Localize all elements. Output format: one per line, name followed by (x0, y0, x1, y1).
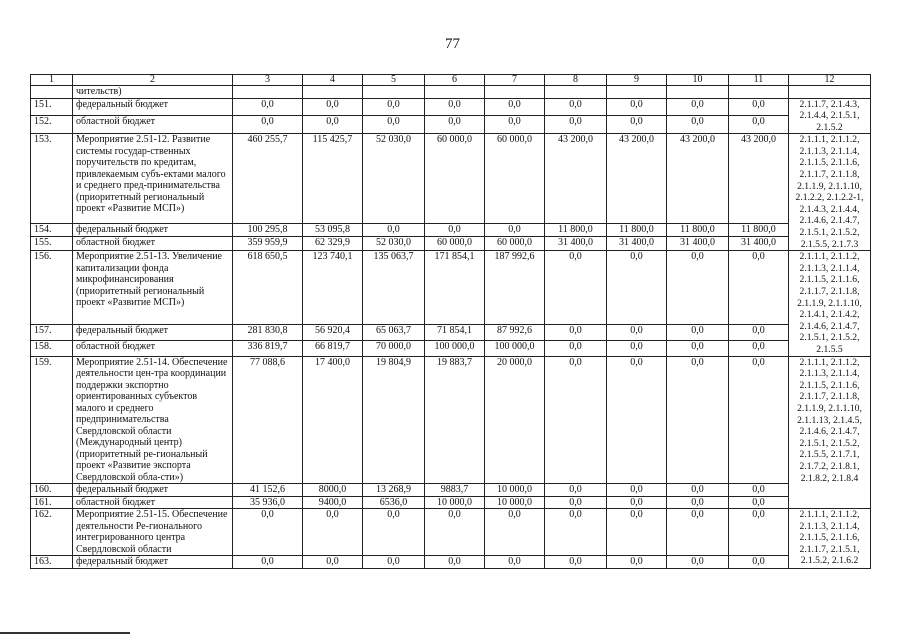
value-cell: 0,0 (729, 484, 789, 497)
row-description: чительств) (73, 86, 233, 99)
value-cell: 0,0 (363, 509, 425, 556)
header-cell: 11 (729, 75, 789, 86)
value-cell (485, 86, 545, 99)
value-cell: 0,0 (303, 98, 363, 116)
value-cell: 35 936,0 (233, 496, 303, 509)
row-number: 156. (31, 251, 73, 325)
table-row (31, 251, 871, 325)
value-cell: 62 329,9 (303, 237, 363, 251)
value-cell: 0,0 (729, 116, 789, 134)
table-row (31, 356, 871, 484)
header-cell: 5 (363, 75, 425, 86)
row-number: 154. (31, 223, 73, 237)
value-cell: 0,0 (667, 116, 729, 134)
table-row (31, 484, 871, 497)
value-cell: 0,0 (729, 251, 789, 325)
value-cell: 10 000,0 (425, 496, 485, 509)
value-cell: 31 400,0 (607, 237, 667, 251)
header-cell: 6 (425, 75, 485, 86)
header-cell: 3 (233, 75, 303, 86)
value-cell: 0,0 (303, 556, 363, 569)
value-cell: 9883,7 (425, 484, 485, 497)
value-cell: 0,0 (425, 223, 485, 237)
value-cell: 52 030,0 (363, 134, 425, 223)
value-cell: 0,0 (667, 251, 729, 325)
value-cell: 0,0 (485, 556, 545, 569)
value-cell: 0,0 (545, 325, 607, 341)
row-description: Мероприятие 2.51-12. Развитие системы государ-ственных поручительств по кредитам, привлекаемым субъ-ектами малого и среднего пред-принимательства (приоритетный региональный проект «Развитие МСП») (73, 134, 233, 223)
value-cell: 87 992,6 (485, 325, 545, 341)
row-description: Мероприятие 2.51-13. Увеличение капитализации фонда микрофинансирования (приоритетный региональный проект «Развитие МСП») (73, 251, 233, 325)
value-cell: 6536,0 (363, 496, 425, 509)
table-row (31, 340, 871, 356)
value-cell: 0,0 (485, 98, 545, 116)
value-cell: 0,0 (233, 116, 303, 134)
value-cell: 9400,0 (303, 496, 363, 509)
table-row (31, 496, 871, 509)
value-cell: 0,0 (607, 251, 667, 325)
value-cell: 71 854,1 (425, 325, 485, 341)
value-cell: 0,0 (485, 509, 545, 556)
value-cell: 281 830,8 (233, 325, 303, 341)
value-cell: 41 152,6 (233, 484, 303, 497)
value-cell: 19 804,9 (363, 356, 425, 484)
value-cell: 0,0 (607, 325, 667, 341)
value-cell: 0,0 (729, 556, 789, 569)
value-cell: 0,0 (729, 496, 789, 509)
value-cell: 187 992,6 (485, 251, 545, 325)
target-codes-cell: 2.1.1.7, 2.1.4.3, 2.1.4.4, 2.1.5.1, 2.1.5.2 (789, 98, 871, 134)
header-cell: 10 (667, 75, 729, 86)
header-cell: 2 (73, 75, 233, 86)
row-number: 153. (31, 134, 73, 223)
value-cell: 0,0 (545, 509, 607, 556)
value-cell: 10 000,0 (485, 496, 545, 509)
value-cell: 100 295,8 (233, 223, 303, 237)
value-cell: 0,0 (425, 98, 485, 116)
row-description: областной бюджет (73, 496, 233, 509)
value-cell: 171 854,1 (425, 251, 485, 325)
header-cell: 1 (31, 75, 73, 86)
value-cell: 31 400,0 (667, 237, 729, 251)
row-description: федеральный бюджет (73, 556, 233, 569)
value-cell (363, 86, 425, 99)
value-cell: 0,0 (233, 556, 303, 569)
value-cell: 43 200,0 (729, 134, 789, 223)
value-cell: 43 200,0 (607, 134, 667, 223)
value-cell: 0,0 (729, 356, 789, 484)
value-cell: 336 819,7 (233, 340, 303, 356)
value-cell: 135 063,7 (363, 251, 425, 325)
value-cell: 0,0 (729, 340, 789, 356)
row-number: 158. (31, 340, 73, 356)
value-cell: 17 400,0 (303, 356, 363, 484)
header-row (31, 75, 871, 86)
page-number: 77 (445, 36, 460, 52)
value-cell (303, 86, 363, 99)
value-cell: 0,0 (729, 509, 789, 556)
row-number (31, 86, 73, 99)
value-cell: 618 650,5 (233, 251, 303, 325)
value-cell: 0,0 (667, 509, 729, 556)
value-cell: 11 800,0 (545, 223, 607, 237)
value-cell: 0,0 (607, 98, 667, 116)
row-description: федеральный бюджет (73, 98, 233, 116)
value-cell: 115 425,7 (303, 134, 363, 223)
value-cell: 11 800,0 (729, 223, 789, 237)
value-cell: 0,0 (607, 509, 667, 556)
value-cell: 0,0 (485, 116, 545, 134)
value-cell: 11 800,0 (607, 223, 667, 237)
value-cell: 0,0 (607, 340, 667, 356)
value-cell: 43 200,0 (545, 134, 607, 223)
value-cell: 66 819,7 (303, 340, 363, 356)
value-cell: 31 400,0 (545, 237, 607, 251)
header-cell: 9 (607, 75, 667, 86)
header-cell: 8 (545, 75, 607, 86)
value-cell: 13 268,9 (363, 484, 425, 497)
value-cell: 0,0 (363, 116, 425, 134)
value-cell (667, 86, 729, 99)
value-cell: 0,0 (545, 356, 607, 484)
value-cell: 0,0 (667, 98, 729, 116)
row-number: 161. (31, 496, 73, 509)
target-codes-cell: 2.1.1.1, 2.1.1.2, 2.1.1.3, 2.1.1.4, 2.1.1.5, 2.1.1.6, 2.1.1.7, 2.1.1.8, 2.1.1.9, 2.1.1.10, 2.1.4.1, 2.1.4.2, 2.1.4.6, 2.1.4.7, 2.1.5.1, 2.1.5.2, 2.1.5.5 (789, 251, 871, 356)
footer-rule (0, 632, 130, 634)
budget-table (30, 74, 871, 569)
row-description: областной бюджет (73, 237, 233, 251)
row-description: федеральный бюджет (73, 325, 233, 341)
table-row (31, 223, 871, 237)
value-cell: 0,0 (425, 509, 485, 556)
value-cell: 0,0 (729, 325, 789, 341)
value-cell: 359 959,9 (233, 237, 303, 251)
value-cell: 0,0 (667, 340, 729, 356)
table-row (31, 325, 871, 341)
table-row (31, 556, 871, 569)
value-cell: 0,0 (233, 509, 303, 556)
value-cell: 0,0 (363, 98, 425, 116)
value-cell: 0,0 (545, 556, 607, 569)
value-cell: 0,0 (233, 98, 303, 116)
value-cell: 0,0 (607, 356, 667, 484)
value-cell: 0,0 (545, 98, 607, 116)
value-cell: 100 000,0 (485, 340, 545, 356)
table-row (31, 237, 871, 251)
header-cell: 7 (485, 75, 545, 86)
row-number: 151. (31, 98, 73, 116)
value-cell: 43 200,0 (667, 134, 729, 223)
value-cell: 10 000,0 (485, 484, 545, 497)
row-number: 162. (31, 509, 73, 556)
value-cell: 0,0 (303, 116, 363, 134)
row-description: Мероприятие 2.51-15. Обеспечение деятельности Ре-гионального интегрированного центра Свердловской области (73, 509, 233, 556)
table-row (31, 134, 871, 223)
value-cell: 0,0 (545, 340, 607, 356)
target-codes-cell: 2.1.1.1, 2.1.1.2, 2.1.1.3, 2.1.1.4, 2.1.1.5, 2.1.1.6, 2.1.1.7, 2.1.1.8, 2.1.1.9, 2.1.1.10, 2.1.2.2, 2.1.2.2-1, 2.1.4.3, 2.1.4.4, 2.1.4.6, 2.1.4.7, 2.1.5.1, 2.1.5.2, 2.1.5.5, 2.1.7.3 (789, 134, 871, 251)
value-cell: 0,0 (303, 509, 363, 556)
table-row (31, 98, 871, 116)
value-cell: 53 095,8 (303, 223, 363, 237)
value-cell: 60 000,0 (425, 134, 485, 223)
value-cell: 0,0 (363, 556, 425, 569)
value-cell (233, 86, 303, 99)
value-cell: 0,0 (667, 356, 729, 484)
value-cell: 0,0 (425, 116, 485, 134)
value-cell: 0,0 (607, 496, 667, 509)
row-number: 157. (31, 325, 73, 341)
value-cell: 56 920,4 (303, 325, 363, 341)
table-row (31, 116, 871, 134)
row-number: 155. (31, 237, 73, 251)
value-cell: 0,0 (607, 116, 667, 134)
value-cell: 0,0 (545, 496, 607, 509)
value-cell: 31 400,0 (729, 237, 789, 251)
value-cell: 77 088,6 (233, 356, 303, 484)
target-codes-cell: 2.1.1.1, 2.1.1.2, 2.1.1.3, 2.1.1.4, 2.1.1.5, 2.1.1.6, 2.1.1.7, 2.1.5.1, 2.1.5.2, 2.1.6.2 (789, 509, 871, 569)
value-cell: 70 000,0 (363, 340, 425, 356)
table-row (31, 86, 871, 99)
value-cell: 52 030,0 (363, 237, 425, 251)
value-cell: 60 000,0 (425, 237, 485, 251)
value-cell: 65 063,7 (363, 325, 425, 341)
value-cell: 0,0 (485, 223, 545, 237)
value-cell: 60 000,0 (485, 237, 545, 251)
row-description: федеральный бюджет (73, 223, 233, 237)
value-cell: 0,0 (607, 484, 667, 497)
value-cell: 0,0 (425, 556, 485, 569)
row-description: федеральный бюджет (73, 484, 233, 497)
value-cell: 8000,0 (303, 484, 363, 497)
value-cell: 0,0 (667, 496, 729, 509)
row-description: областной бюджет (73, 340, 233, 356)
row-number: 152. (31, 116, 73, 134)
table-row (31, 509, 871, 556)
value-cell: 0,0 (607, 556, 667, 569)
value-cell: 19 883,7 (425, 356, 485, 484)
target-codes-cell: 2.1.1.1, 2.1.1.2, 2.1.1.3, 2.1.1.4, 2.1.1.5, 2.1.1.6, 2.1.1.7, 2.1.1.8, 2.1.1.9, 2.1.1.10, 2.1.1.13, 2.1.4.5, 2.1.4.6, 2.1.4.7, 2.1.5.1, 2.1.5.2, 2.1.5.5, 2.1.7.1, 2.1.7.2, 2.1.8.1, 2.1.8.2, 2.1.8.4 (789, 356, 871, 509)
value-cell: 0,0 (545, 116, 607, 134)
value-cell (607, 86, 667, 99)
value-cell (729, 86, 789, 99)
header-cell: 12 (789, 75, 871, 86)
value-cell: 20 000,0 (485, 356, 545, 484)
value-cell: 0,0 (667, 325, 729, 341)
value-cell (425, 86, 485, 99)
value-cell: 0,0 (363, 223, 425, 237)
value-cell: 0,0 (545, 251, 607, 325)
value-cell: 11 800,0 (667, 223, 729, 237)
value-cell: 0,0 (545, 484, 607, 497)
row-number: 159. (31, 356, 73, 484)
value-cell (545, 86, 607, 99)
row-description: областной бюджет (73, 116, 233, 134)
value-cell: 123 740,1 (303, 251, 363, 325)
row-number: 163. (31, 556, 73, 569)
value-cell: 0,0 (729, 98, 789, 116)
row-number: 160. (31, 484, 73, 497)
value-cell: 100 000,0 (425, 340, 485, 356)
value-cell: 0,0 (667, 484, 729, 497)
value-cell: 0,0 (667, 556, 729, 569)
value-cell: 60 000,0 (485, 134, 545, 223)
header-cell: 4 (303, 75, 363, 86)
row-description: Мероприятие 2.51-14. Обеспечение деятельности цен-тра координации поддержки экспортно ориентированных субъектов малого и среднего предпринимательства Свердловской области (Международный центр) (приоритетный ре-гиональный проект «Развитие экспорта Свердловской обла-сти») (73, 356, 233, 484)
target-codes-cell (789, 86, 871, 99)
value-cell: 460 255,7 (233, 134, 303, 223)
